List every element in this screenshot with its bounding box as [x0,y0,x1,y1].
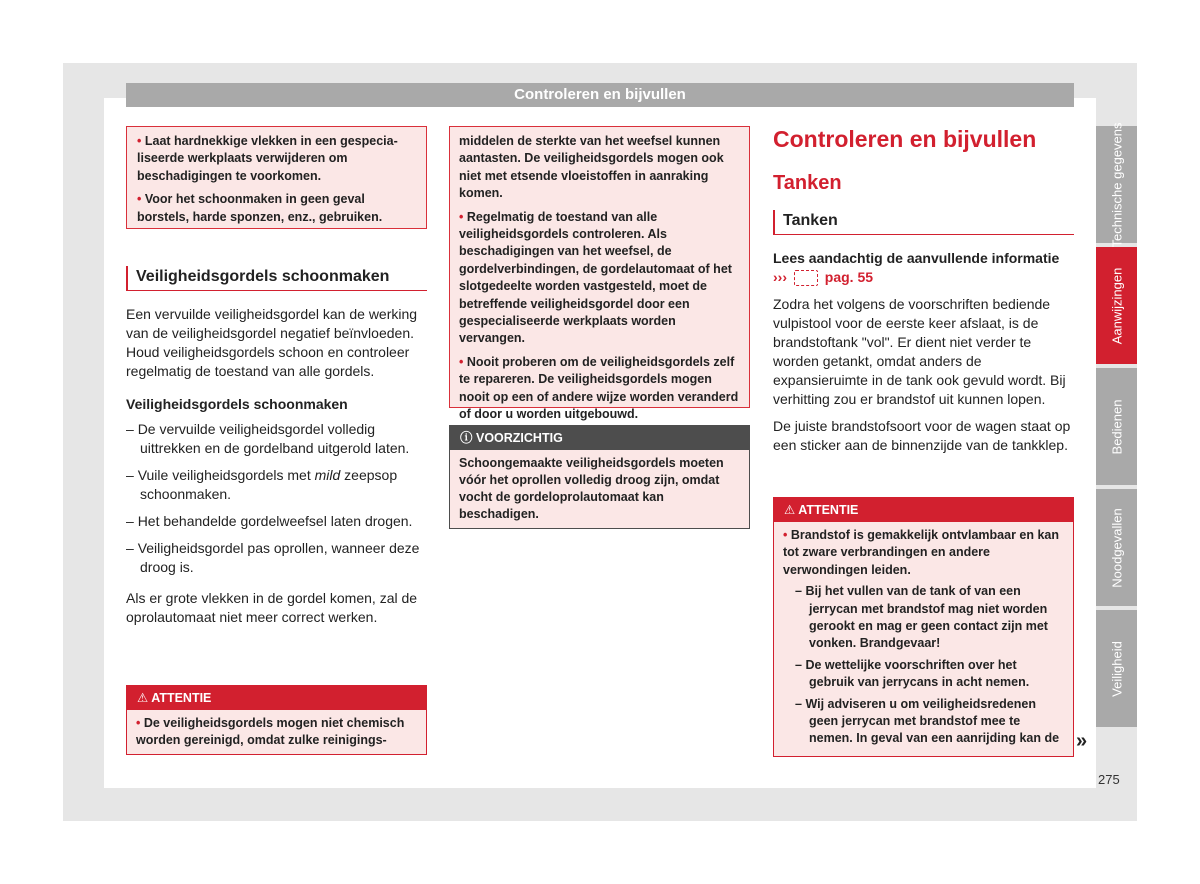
side-tab-noodgevallen[interactable]: Noodgevallen [1096,489,1137,606]
side-tab-bedienen[interactable]: Bedienen [1096,368,1137,485]
info-icon: ⓘ [460,431,476,445]
column-left [126,266,427,635]
list-item: – De wettelijke voorschriften over het gebruik van jerrycans in acht nemen. [795,657,1030,690]
list-item: – Het behandelde gordelweefsel laten drogen. [126,513,413,529]
side-tab-veiligheid[interactable]: Veiligheid [1096,610,1137,727]
section-title: Veiligheidsgordels schoonmaken [126,266,427,291]
caution-header: ⓘ VOORZICHTIG [450,426,749,450]
list-item: • Voor het schoonmaken in geen geval borstels, harde sponzen, enz., gebruiken. [137,192,383,224]
list-item: • Laat hardnekkige vlekken in een gespecialiseerde werkplaats verwijderen om beschadigingen te voorkomen. [137,134,398,183]
list-item: • Nooit proberen om de veiligheidsgordels zelf te repareren. De veiligheidsgordels mogen nooit op een of andere wijze worden veranderd of door u worden uitgebouwd. [459,354,739,422]
list-item: • Regelmatig de toestand van alle veiligheidsgordels controleren. Als beschadigingen van het weefsel, de gordelverbindingen, de gordelautomaat of het slotgedeelte worden vastgesteld, moet de betreffende veiligheidsgordel door een gespecialiseerde werkplaats worden vervangen. [459,209,732,346]
lead-text: Lees aandachtig de aanvullende informatie [773,250,1060,266]
page-title: Controleren en bijvullen [773,126,1037,152]
list-item: – Veiligheidsgordel pas oprollen, wanneer deze droog is. [126,540,420,575]
list-item: – Wij adviseren u om veiligheidsredenen geen jerrycan met brandstof mee te nemen. In geval van een aanrijding kan de [795,696,1060,746]
continued-text: middelen de sterkte van het weefsel kunnen aantasten. De veiligheidsgordels mogen ook niet met etsende vloeistoffen in aanraking komen. [459,134,724,201]
arrow-icon: ››› [773,269,787,285]
list-item: – De vervuilde veiligheidsgordel volledig uittrekken en de gordelband uitgerold laten. [126,421,410,456]
paragraph: Zodra het volgens de voorschriften bediende vulpistool voor de eerste keer afslaat, is de brandstoftank "vol". Er dient niet verder te worden getankt, omdat anders de expansieruimte in de tank ook gevuld wordt. Bij verhitting zou er brandstof uit kunnen lopen. [773,296,1066,407]
warning-body: • Brandstof is gemakkelijk ontvlambaar en kan tot zware verbrandingen en andere verwondingen leiden. – Bij het vullen van de tank of van een jerrycan met brandstof mag niet worden gerookt en mag er geen contact zijn met vonken. Brandgevaar! – De wettelijke voorschriften over het gebruik van jerrycans in acht nemen. – Wij adviseren u om veiligheidsredenen geen jerrycan met brandstof mee te nemen. In geval van een aanrijding kan de [774,522,1073,753]
warning-header: ⚠ ATTENTIE [774,498,1073,522]
note-box-continued [449,126,750,422]
page-header: Controleren en bijvullen [126,83,1074,107]
list-item: – Vuile veiligheidsgordels met mild zeepsop schoonmaken. [126,467,398,502]
lead-reference[interactable]: ››› pag. 55 [773,269,874,285]
paragraph: De juiste brandstofsoort voor de wagen staat op een sticker aan de binnenzijde van de tankklep. [773,418,1071,453]
section-title: Tanken [773,210,1074,235]
list-item: – Bij het vullen van de tank of van een jerrycan met brandstof mag niet worden gerookt en mag er geen contact zijn met vonken. Brandgevaar! [795,584,1048,651]
continue-icon: » [1076,730,1088,752]
side-tab-aanwijzingen[interactable]: Aanwijzingen [1096,247,1137,364]
warning-header: ⚠ ATTENTIE [127,686,426,710]
warning-box [126,685,427,755]
book-icon [794,270,818,286]
outro-text: Als er grote vlekken in de gordel komen, zal de oprolautomaat niet meer correct werken. [126,590,418,625]
warning-box [773,497,1074,757]
caution-box [449,425,750,529]
subheading: Veiligheidsgordels schoonmaken [126,396,348,412]
warning-icon: ⚠ [137,691,152,705]
intro-text: Een vervuilde veiligheidsgordel kan de werking van de veiligheidsgordel negatief beïnvloeden. Houd veiligheidsgordels schoon en controleer regelmatig de toestand van alle gordels. [126,306,418,379]
side-tab-technische-gegevens[interactable]: Technische gegevens [1096,126,1137,243]
caution-text: Schoongemaakte veiligheidsgordels moeten vóór het oprollen volledig droog zijn, omdat vocht de gordeloprolautomaat kan beschadigen. [459,456,724,521]
warning-text: • De veiligheidsgordels mogen niet chemisch worden gereinigd, omdat zulke reinigings- [136,716,405,747]
note-list [137,133,416,226]
page-number: 275 [1098,772,1120,787]
warning-icon: ⚠ [784,503,799,517]
column-right [773,124,1074,463]
subtitle: Tanken [773,172,842,194]
note-box [126,126,427,229]
